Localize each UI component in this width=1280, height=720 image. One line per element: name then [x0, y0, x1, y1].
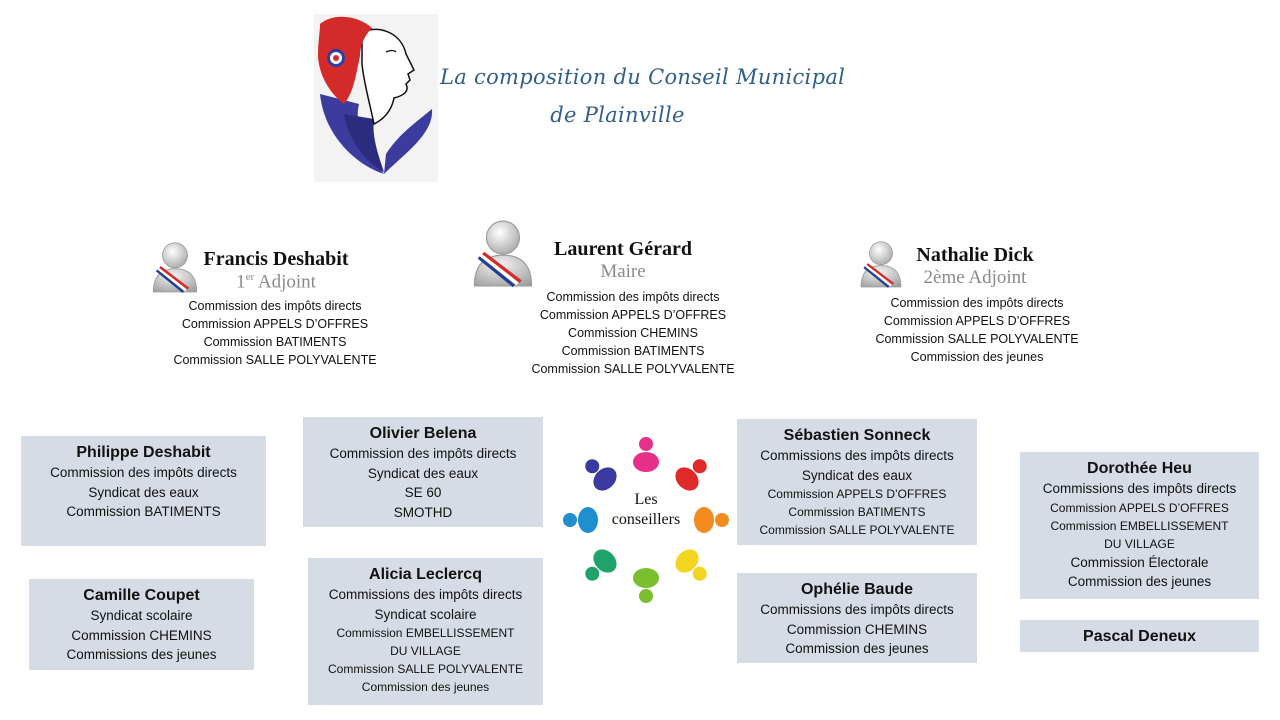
- title-line-1: La composition du Conseil Municipal: [440, 65, 846, 89]
- commission-line: Commissions des impôts directs: [760, 602, 954, 617]
- person-figure-icon: [633, 437, 659, 472]
- commission-line: Commission des impôts directs: [546, 290, 720, 304]
- commission-line: Commission EMBELLISSEMENT: [336, 626, 515, 640]
- marianne-logo-icon: [314, 14, 438, 182]
- commission-line: Commission BATIMENTS: [788, 505, 926, 519]
- officer-role: 2ème Adjoint: [923, 267, 1027, 288]
- conseiller-card-sebastien: [737, 419, 977, 545]
- commission-line: Commission SALLE POLYVALENTE: [173, 353, 377, 367]
- commission-line: Syndicat des eaux: [88, 484, 199, 500]
- commission-line: DU VILLAGE: [390, 644, 461, 658]
- commission-line: Commissions des impôts directs: [760, 448, 954, 463]
- conseiller-card-dorothee: [1020, 452, 1259, 599]
- commission-line: SE 60: [404, 485, 442, 500]
- commission-line: Commission des impôts directs: [890, 296, 1064, 310]
- commission-line: Syndicat des eaux: [367, 465, 479, 481]
- conseiller-card-alicia: [308, 558, 543, 705]
- conseiller-name: Alicia Leclercq: [369, 566, 482, 583]
- conseiller-name: Sébastien Sonneck: [783, 427, 931, 444]
- commission-line: Commission SALLE POLYVALENTE: [875, 332, 1079, 346]
- commission-line: Commission BATIMENTS: [203, 335, 347, 349]
- commission-line: Syndicat des eaux: [801, 467, 913, 483]
- conseiller-name: Philippe Deshabit: [76, 444, 211, 461]
- conseiller-card-philippe: [21, 436, 266, 546]
- commission-line: Commission des impôts directs: [188, 299, 362, 313]
- commission-line: Commission APPELS D’OFFRES: [539, 308, 727, 322]
- person-figure-icon: [671, 545, 707, 581]
- officer-role: 1er Adjoint: [236, 271, 316, 293]
- commission-line: Commissions des impôts directs: [1042, 481, 1237, 496]
- conseiller-card-camille: [29, 579, 254, 670]
- commission-line: Syndicat scolaire: [90, 608, 193, 623]
- commission-line: Commission APPELS D’OFFRES: [1050, 500, 1229, 515]
- conseiller-name: Camille Coupet: [83, 587, 200, 604]
- conseillers-label: Les conseillers: [611, 491, 681, 528]
- commission-line: DU VILLAGE: [1104, 536, 1175, 551]
- conseiller-card-ophelie: [737, 573, 977, 663]
- commission-line: Commission BATIMENTS: [66, 504, 221, 519]
- commission-line: Commission SALLE POLYVALENTE: [328, 662, 523, 676]
- person-with-sash-icon: [858, 234, 904, 294]
- commission-line: Commission des jeunes: [785, 641, 929, 656]
- person-with-sash-icon: [150, 236, 200, 298]
- commission-line: Commission EMBELLISSEMENT: [1050, 518, 1229, 533]
- officer-role: Maire: [600, 261, 646, 282]
- commission-line: Commission APPELS D’OFFRES: [181, 317, 369, 331]
- commission-line: Commission des impôts directs: [50, 465, 237, 480]
- commission-line: Commissions des jeunes: [66, 647, 217, 662]
- commission-line: Commission CHEMINS: [71, 627, 212, 643]
- conseiller-name: Olivier Belena: [369, 425, 477, 442]
- officer-name: Laurent Gérard: [554, 238, 692, 260]
- commission-line: Commission BATIMENTS: [561, 344, 705, 358]
- conseiller-name: Pascal Deneux: [1083, 628, 1196, 645]
- page-title: [440, 58, 846, 134]
- conseiller-name: Dorothée Heu: [1087, 460, 1192, 477]
- commission-line: Commission des impôts directs: [329, 446, 517, 461]
- commission-line: Commission CHEMINS: [786, 621, 928, 637]
- conseiller-card-olivier: [303, 417, 543, 527]
- commission-line: Commission des jeunes: [1067, 574, 1212, 589]
- title-line-2: de Plainville: [550, 103, 685, 127]
- commission-line: Commission SALLE POLYVALENTE: [531, 362, 735, 376]
- commission-line: Commission Électorale: [1070, 554, 1209, 570]
- conseiller-name: Ophélie Baude: [800, 581, 914, 598]
- commission-line: Commission CHEMINS: [568, 326, 698, 340]
- commission-line: Commission des jeunes: [910, 350, 1044, 364]
- commission-line: Commission des jeunes: [361, 680, 490, 694]
- officer-name: Francis Deshabit: [203, 248, 349, 270]
- person-with-sash-icon: [470, 214, 536, 292]
- commission-line: Commission APPELS D’OFFRES: [767, 487, 947, 501]
- conseillers-circle: [562, 436, 730, 604]
- commission-line: Commissions des impôts directs: [328, 587, 523, 602]
- person-figure-icon: [585, 545, 621, 581]
- person-figure-icon: [633, 568, 659, 603]
- conseiller-card-pascal: [1020, 620, 1259, 652]
- commission-line: Commission SALLE POLYVALENTE: [759, 523, 955, 537]
- officer-name: Nathalie Dick: [916, 244, 1034, 266]
- commission-line: Commission APPELS D’OFFRES: [883, 314, 1071, 328]
- commission-line: Syndicat scolaire: [374, 606, 477, 622]
- commission-line: SMOTHD: [393, 504, 453, 520]
